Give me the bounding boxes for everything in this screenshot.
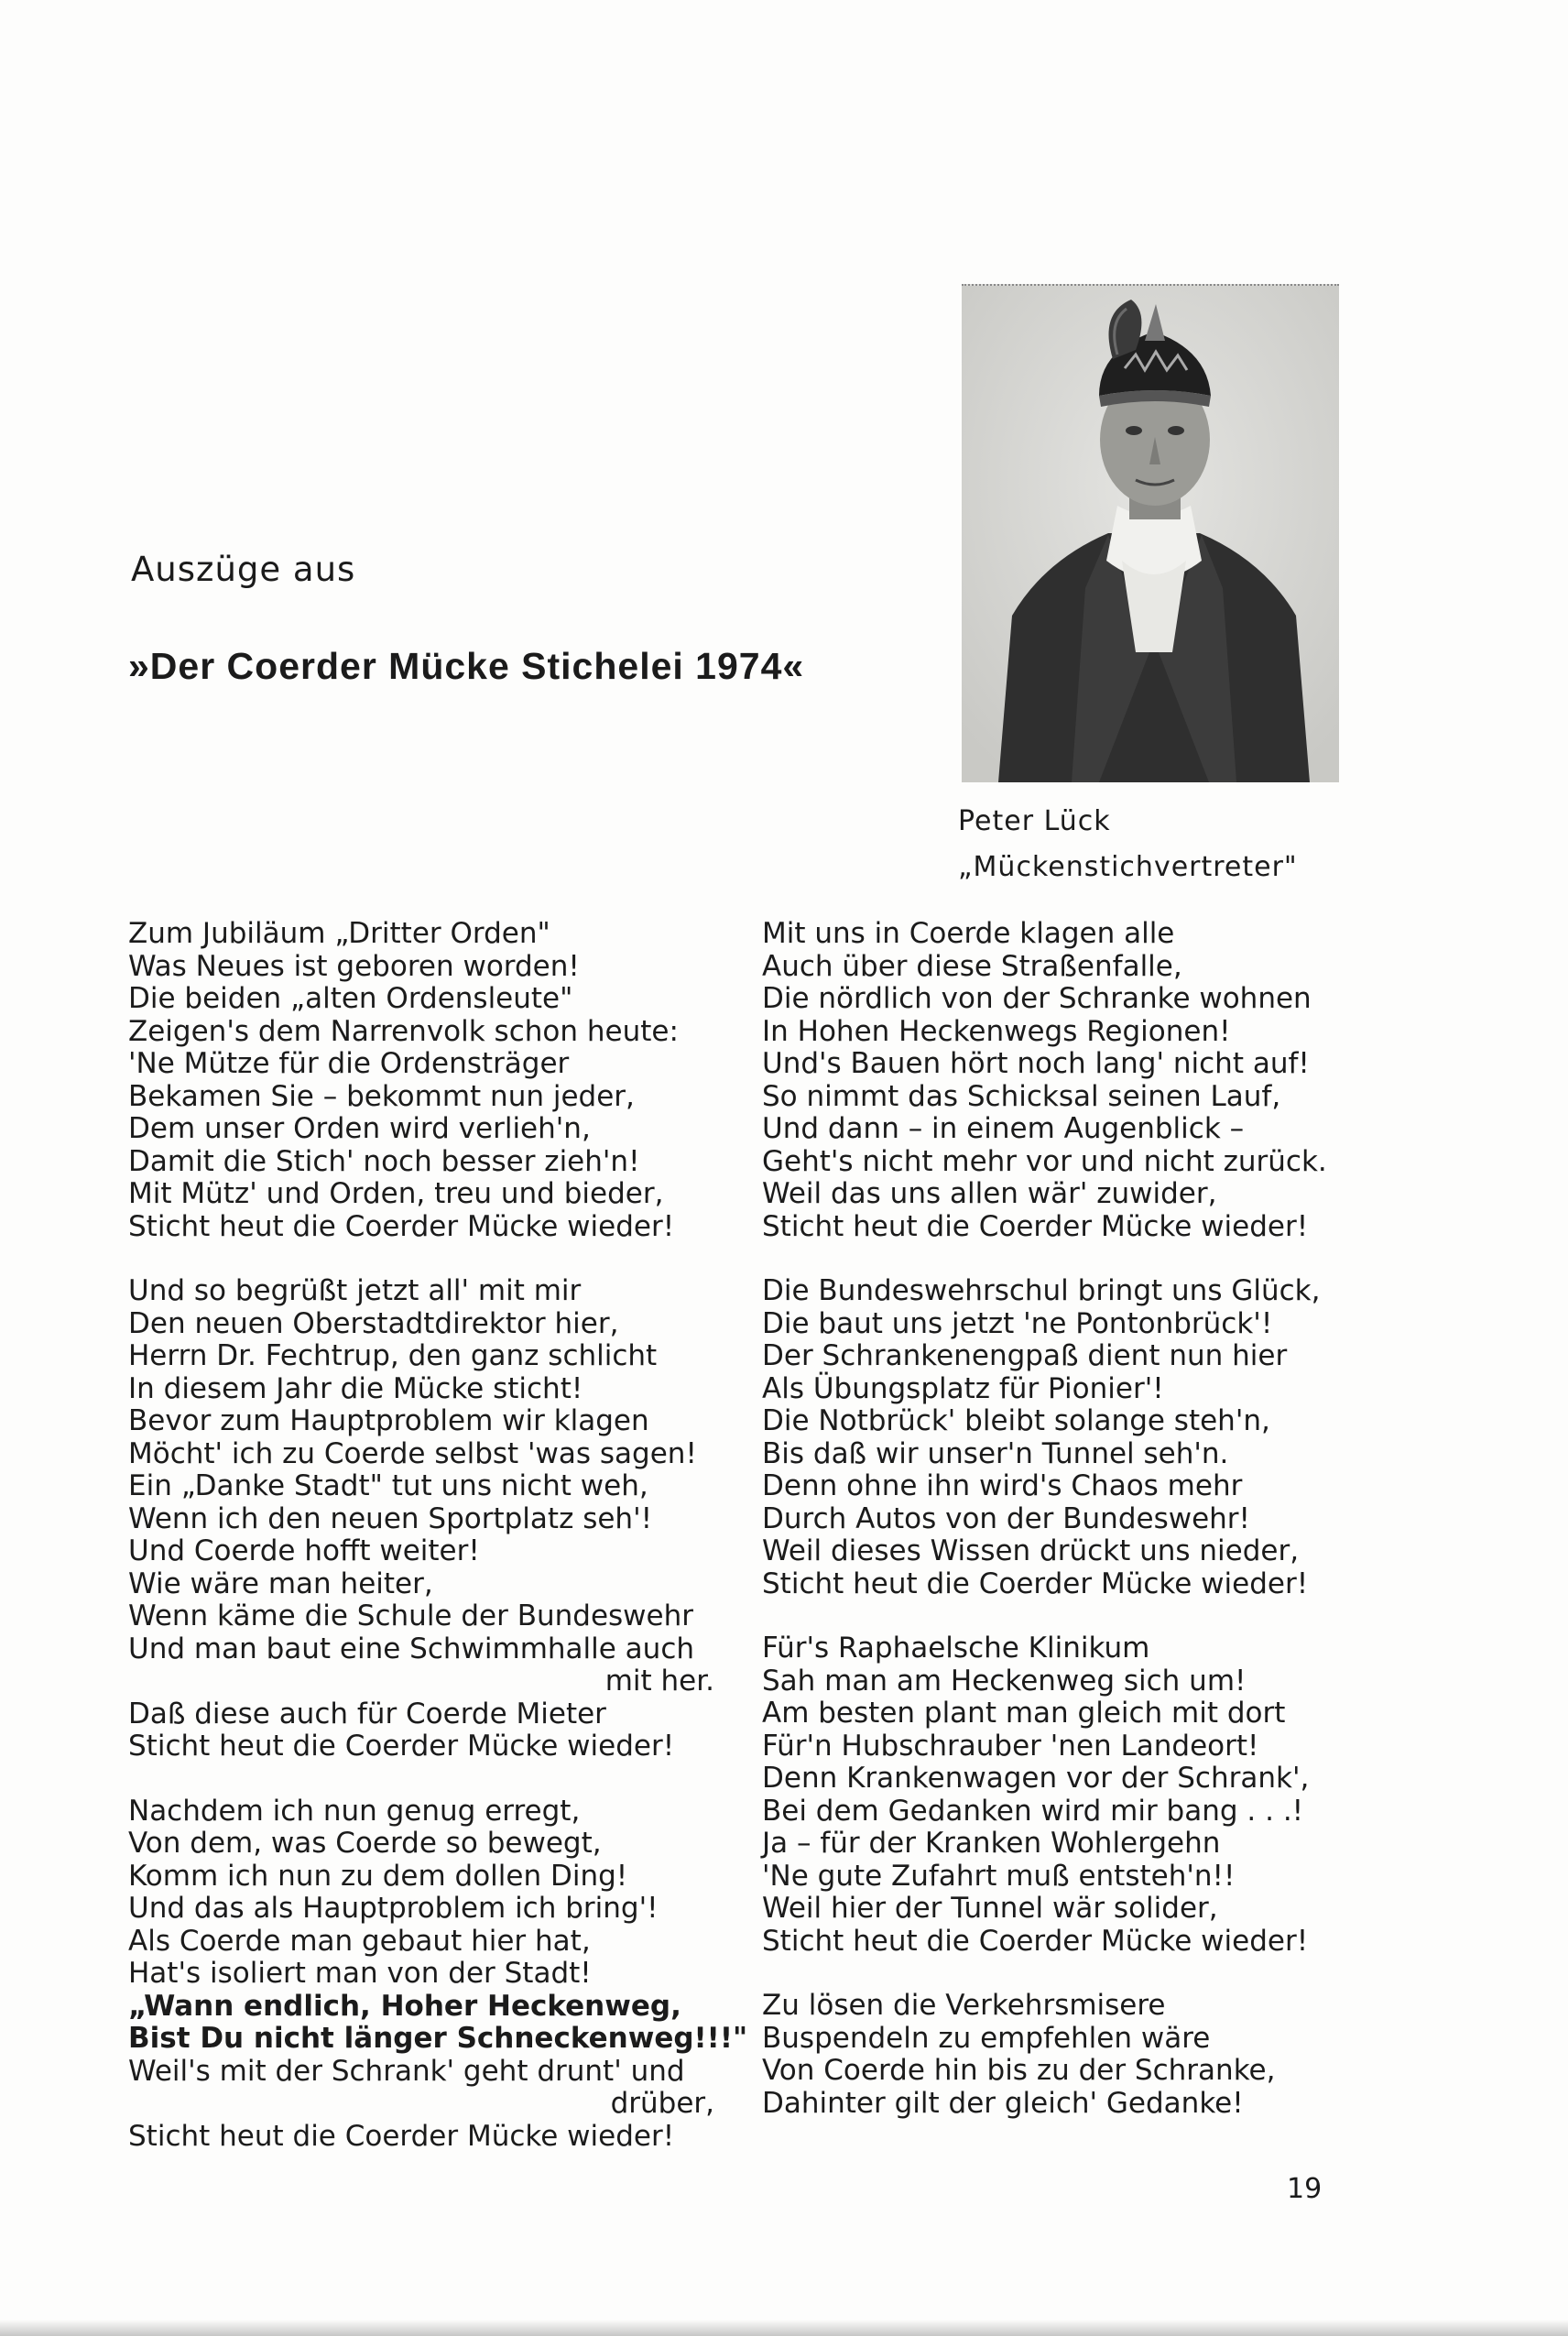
poem-line: Dem unser Orden wird verlieh'n, [128,1112,591,1145]
poem-line: In diesem Jahr die Mücke sticht! [128,1371,583,1405]
poem-line: Nachdem ich nun genug erregt, [128,1794,581,1828]
poem-line: Zu lösen die Verkehrsmisere [762,1989,1166,2022]
poem-line: Der Schrankenengpaß dient nun hier [762,1339,1288,1372]
poem-line: Die beiden „alten Ordensleute" [128,982,573,1015]
poem-column-left [128,917,748,2185]
poem-line: 'Ne Mütze für die Ordensträger [128,1047,570,1080]
poem-line: Hat's isoliert man von der Stadt! [128,1957,592,1990]
poem-line: Wenn käme die Schule der Bundeswehr [128,1599,693,1632]
poem-line: Herrn Dr. Fechtrup, den ganz schlicht [128,1339,658,1372]
poem-line: Den neuen Oberstadtdirektor hier, [128,1306,619,1340]
poem-stanza [762,918,1339,1243]
poem-stanza [128,1275,714,1763]
poem-line: Die baut uns jetzt 'ne Pontonbrück'! [762,1306,1273,1340]
poem-line: Die nördlich von der Schranke wohnen [762,982,1312,1015]
poem-column-right [762,918,1339,2152]
poem-line: Sah man am Heckenweg sich um! [762,1664,1247,1697]
poem-stanza [762,1990,1339,2120]
poem-line: Weil hier der Tunnel wär solider, [762,1892,1218,1925]
portrait-image [962,286,1339,782]
poem-line: Sticht heut die Coerder Mücke wieder! [762,1566,1309,1600]
poem-line: Zeigen's dem Narrenvolk schon heute: [128,1014,679,1048]
poem-line: Und man baut eine Schwimmhalle auch [128,1632,695,1665]
poem-line: mit her. [604,1665,714,1697]
poem-line: Mit uns in Coerde klagen alle [762,917,1175,950]
poem-line: Ja – für der Kranken Wohlergehn [762,1827,1221,1860]
poem-line: Denn Krankenwagen vor der Schrank', [762,1762,1310,1795]
portrait-photo [962,284,1339,782]
poem-line: Für's Raphaelsche Klinikum [762,1632,1150,1665]
poem-line: In Hohen Heckenwegs Regionen! [762,1014,1231,1048]
page-number: 19 [1287,2173,1323,2205]
poem-line: Bis daß wir unser'n Tunnel seh'n. [762,1436,1229,1470]
poem-line: Für'n Hubschrauber 'nen Landeort! [762,1729,1259,1763]
poem-line: Buspendeln zu empfehlen wäre [762,2021,1211,2055]
poem-line: Von dem, was Coerde so bewegt, [128,1827,602,1860]
poem-line: Ein „Danke Stadt" tut uns nicht weh, [128,1469,648,1502]
poem-line: Und dann – in einem Augenblick – [762,1112,1245,1145]
poem-line: Sticht heut die Coerder Mücke wieder! [128,2119,675,2153]
poem-line: Am besten plant man gleich mit dort [762,1697,1286,1730]
poem-line: Sticht heut die Coerder Mücke wieder! [128,1730,675,1763]
poem-line: Bevor zum Hauptproblem wir klagen [128,1404,649,1437]
poem-line: Dahinter gilt der gleich' Gedanke! [762,2086,1244,2120]
poem-line: Und so begrüßt jetzt all' mit mir [128,1274,582,1307]
poem-stanza [128,918,714,1243]
poem-line: Die Bundeswehrschul bringt uns Glück, [762,1274,1321,1307]
poem-line: Daß diese auch für Coerde Mieter [128,1697,606,1730]
article-title: »Der Coerder Mücke Stichelei 1974« [128,645,805,687]
poem-line: Durch Autos von der Bundeswehr! [762,1501,1250,1535]
poem-line: So nimmt das Schicksal seinen Lauf, [762,1079,1281,1113]
poem-line: Und's Bauen hört noch lang' nicht auf! [762,1047,1310,1080]
poem-line: Weil's mit der Schrank' geht drunt' und [128,2054,685,2088]
poem-line: Mit Mütz' und Orden, treu und bieder, [128,1177,664,1210]
poem-line: Weil dieses Wissen drückt uns nieder, [762,1534,1300,1567]
poem-line: Und Coerde hofft weiter! [128,1534,480,1567]
poem-line: Komm ich nun zu dem dollen Ding! [128,1859,628,1893]
poem-line: „Wann endlich, Hoher Heckenweg, [128,1989,681,2023]
poem-line: Sticht heut die Coerder Mücke wieder! [128,1209,675,1243]
poem-line: Weil das uns allen wär' zuwider, [762,1177,1217,1210]
poem-line: Von Coerde hin bis zu der Schranke, [762,2054,1276,2087]
poem-line: Damit die Stich' noch besser zieh'n! [128,1144,640,1178]
poem-line: Sticht heut die Coerder Mücke wieder! [762,1209,1309,1243]
poem-line: Geht's nicht mehr vor und nicht zurück. [762,1144,1327,1178]
caption-role: „Mückenstichvertreter" [958,851,1298,883]
poem-stanza [762,1632,1339,1958]
poem-line: Bist Du nicht länger Schneckenweg!!!" [128,2022,748,2055]
poem-stanza [128,1794,748,2154]
caption-name: Peter Lück [958,805,1111,837]
poem-line: Wenn ich den neuen Sportplatz seh'! [128,1501,653,1535]
poem-line: Und das als Hauptproblem ich bring'! [128,1892,659,1925]
poem-line: Sticht heut die Coerder Mücke wieder! [762,1924,1309,1958]
poem-line: Als Übungsplatz für Pionier'! [762,1371,1164,1405]
photo-caption [958,799,1379,890]
poem-line: Möcht' ich zu Coerde selbst 'was sagen! [128,1436,697,1470]
poem-line: Denn ohne ihn wird's Chaos mehr [762,1469,1243,1502]
page-edge-shadow [0,2320,1568,2336]
intro-text: Auszüge aus [131,550,356,589]
poem-stanza [762,1275,1339,1600]
poem-line: Bei dem Gedanken wird mir bang . . .! [762,1794,1304,1828]
poem-line: Auch über diese Straßenfalle, [762,949,1182,983]
poem-line: 'Ne gute Zufahrt muß entsteh'n!! [762,1859,1236,1893]
poem-line: Bekamen Sie – bekommt nun jeder, [128,1079,635,1113]
poem-line: Als Coerde man gebaut hier hat, [128,1924,591,1958]
poem-line: Zum Jubiläum „Dritter Orden" [128,917,550,950]
poem-line: Die Notbrück' bleibt solange steh'n, [762,1404,1270,1437]
poem-line: drüber, [610,2087,714,2120]
poem-line: Wie wäre man heiter, [128,1566,433,1600]
poem-line: Was Neues ist geboren worden! [128,949,580,983]
